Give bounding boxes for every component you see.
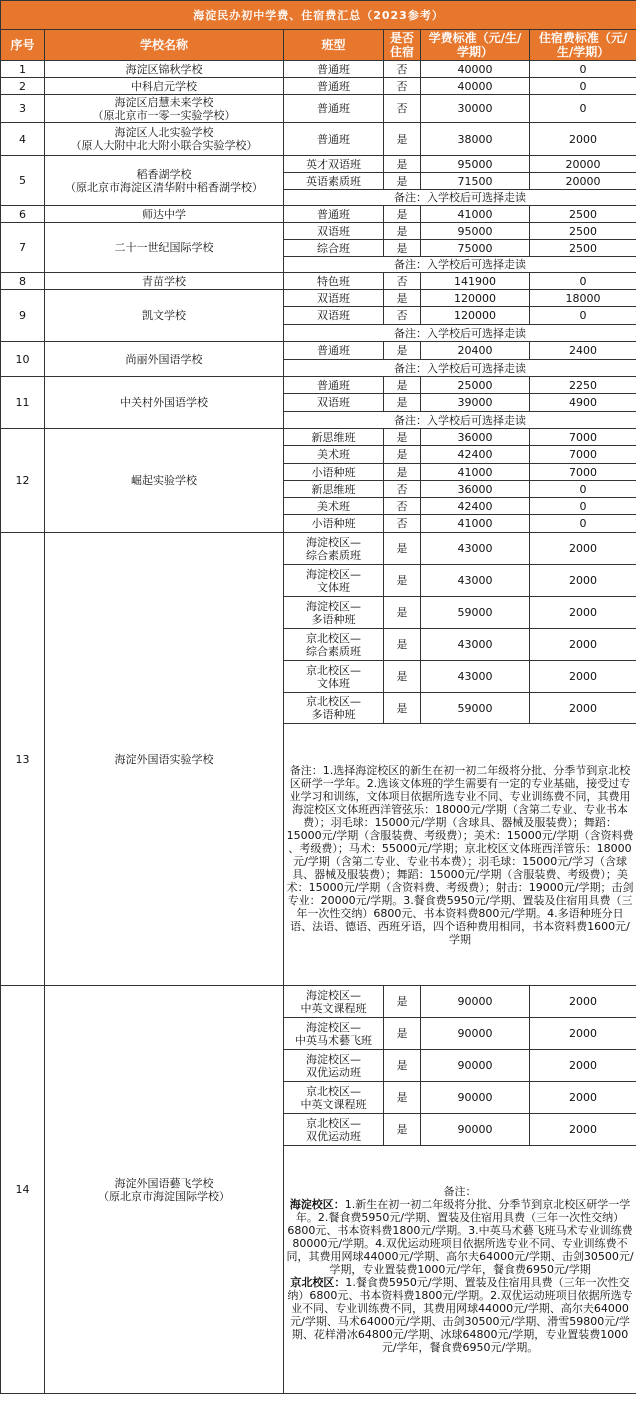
row-number: 3 [1,95,45,123]
school-name: 尚丽外国语学校 [45,342,284,377]
boarding: 是 [384,206,421,223]
table-body [1,61,636,1394]
tuition: 40000 [421,78,530,95]
header-boarding: 是否住宿 [384,30,421,61]
tuition: 141900 [421,273,530,290]
walk-note: 备注：入学校后可选择走读 [284,325,636,342]
tuition: 71500 [421,173,530,190]
dorm-fee: 0 [530,61,636,78]
dorm-fee: 2500 [530,206,636,223]
class-type: 海淀校区— 文体班 [284,565,384,597]
class-type: 京北校区— 双优运动班 [284,1114,384,1146]
table-row [1,429,636,446]
dorm-fee: 2000 [530,123,636,156]
class-type: 新思维班 [284,481,384,498]
tuition: 59000 [421,693,530,724]
dorm-fee: 2000 [530,693,636,724]
dorm-fee: 2000 [530,1082,636,1114]
tuition: 90000 [421,1050,530,1082]
row-number: 6 [1,206,45,223]
dorm-fee: 2000 [530,1114,636,1146]
boarding: 是 [384,446,421,464]
school-name: 凯文学校 [45,290,284,342]
boarding: 是 [384,1114,421,1146]
tuition: 90000 [421,986,530,1018]
tuition: 59000 [421,597,530,629]
dorm-fee: 2000 [530,533,636,565]
dorm-fee: 20000 [530,173,636,190]
tuition: 38000 [421,123,530,156]
tuition: 43000 [421,565,530,597]
table-row [1,342,636,360]
header-class: 班型 [284,30,384,61]
boarding: 是 [384,123,421,156]
tuition: 36000 [421,429,530,446]
tuition: 25000 [421,377,530,394]
class-type: 海淀校区— 双优运动班 [284,1050,384,1082]
row-number: 14 [1,986,45,1394]
class-type: 双语班 [284,307,384,325]
boarding: 是 [384,533,421,565]
tuition: 30000 [421,95,530,123]
row-number: 4 [1,123,45,156]
row-number: 11 [1,377,45,429]
row-number: 7 [1,223,45,273]
class-type: 京北校区— 中英文课程班 [284,1082,384,1114]
school-name: 海淀区启慧未来学校 （原北京市一零一实验学校） [45,95,284,123]
boarding: 是 [384,1018,421,1050]
boarding: 否 [384,95,421,123]
dorm-fee: 0 [530,95,636,123]
school-name: 稻香湖学校 （原北京市海淀区清华附中稻香湖学校） [45,156,284,206]
dorm-fee: 18000 [530,290,636,307]
dorm-fee: 2250 [530,377,636,394]
boarding: 否 [384,498,421,515]
school-name: 海淀区锦秋学校 [45,61,284,78]
class-type: 小语种班 [284,464,384,481]
table-row [1,78,636,95]
dorm-fee: 2000 [530,1050,636,1082]
dorm-fee: 7000 [530,464,636,481]
dorm-fee: 2000 [530,597,636,629]
boarding: 是 [384,290,421,307]
class-type: 综合班 [284,240,384,257]
boarding: 否 [384,273,421,290]
school-name: 海淀外国语藝飞学校 （原北京市海淀国际学校） [45,986,284,1394]
dorm-fee: 2500 [530,223,636,240]
tuition: 90000 [421,1082,530,1114]
boarding: 是 [384,693,421,724]
tuition: 43000 [421,629,530,661]
table-row [1,273,636,290]
school-name: 二十一世纪国际学校 [45,223,284,273]
header-dorm-fee: 住宿费标准（元/生/学期） [530,30,636,61]
tuition: 41000 [421,206,530,223]
row-number: 13 [1,533,45,986]
walk-note: 备注：入学校后可选择走读 [284,257,636,273]
dorm-fee: 20000 [530,156,636,173]
class-type: 新思维班 [284,429,384,446]
tuition: 120000 [421,307,530,325]
boarding: 是 [384,661,421,693]
school-note [284,1146,636,1394]
table-row [1,61,636,78]
row-number: 5 [1,156,45,206]
class-type: 普通班 [284,342,384,360]
campus-text: 1.餐食费5950元/学期、置装及住宿用具费（三年一次性交纳）6800元、书本资料费1800元/学期。2.双优运动班项目依据所选专业不同、专业训练费不同，其费用网球44000元/学期、高尔夫64000元/学期、马术64000元/学期、击剑30500元/学期、滑雪59800元/学期、花样滑冰64800元/学期、冰球64800元/学期，专业置装费1000元/学年，餐食费6950元/学期。 [287,1276,633,1354]
class-type: 特色班 [284,273,384,290]
tuition: 36000 [421,481,530,498]
header-tuition: 学费标准（元/生/学期） [421,30,530,61]
dorm-fee: 2000 [530,986,636,1018]
campus-label: 京北校区： [290,1276,346,1289]
tuition: 39000 [421,394,530,412]
tuition: 42400 [421,498,530,515]
tuition: 95000 [421,223,530,240]
dorm-fee: 0 [530,481,636,498]
table-row [1,95,636,123]
class-type: 海淀校区— 中英文课程班 [284,986,384,1018]
boarding: 是 [384,597,421,629]
boarding: 是 [384,1082,421,1114]
table-row [1,377,636,394]
tuition: 20400 [421,342,530,360]
class-type: 英才双语班 [284,156,384,173]
class-type: 海淀校区— 多语种班 [284,597,384,629]
dorm-fee: 4900 [530,394,636,412]
row-number: 9 [1,290,45,342]
boarding: 是 [384,394,421,412]
boarding: 是 [384,429,421,446]
tuition: 95000 [421,156,530,173]
class-type: 京北校区— 综合素质班 [284,629,384,661]
school-name: 师达中学 [45,206,284,223]
header-no: 序号 [1,30,45,61]
tuition: 40000 [421,61,530,78]
boarding: 是 [384,223,421,240]
class-type: 双语班 [284,394,384,412]
class-type: 普通班 [284,377,384,394]
tuition: 90000 [421,1018,530,1050]
row-number: 2 [1,78,45,95]
note-heading: 备注： [443,1185,477,1198]
dorm-fee: 2000 [530,565,636,597]
tuition: 41000 [421,515,530,533]
tuition: 75000 [421,240,530,257]
boarding: 否 [384,307,421,325]
dorm-fee: 2000 [530,1018,636,1050]
table-row [1,123,636,156]
campus-label: 海淀校区： [289,1198,345,1211]
class-type: 普通班 [284,206,384,223]
school-note: 备注：1.选择海淀校区的新生在初一初二年级将分批、分季节到京北校区研学一学年。2.选该文体班的学生需要有一定的专业基础，接受过专业学习和训练，文体项目依据所选专业不同、专业训练费不同，其费用海淀校区文体班西洋管弦乐：18000元/学期（含第二专业、专业书本费）；羽毛球：15000元/学期（含球具、器械及服装费）；舞蹈：15000元/学期（含服装费、考级费）；美术：15000元/学期（含资料费 、考级费）；马术：55000元/学期；京北校区文体班西洋管乐：18000元/学期（含第二专业、专业书本费）；羽毛球：15000元/学习（含球具、器械及服装费）；舞蹈：15000元/学期（含服装费、考级费）；美术：15000元/学期（含资料费、考级费）；射击：19000元/学期；击剑专业：20000元/学期。3.餐食费5950元/学期、置装及住宿用具费（三年一次性交纳）6800元、书本资料费800元/学期。4.多语种班分日语、法语、德语、西班牙语，四个语种费用相同，书本资料费1600元/学期 [284,724,636,986]
table-row [1,206,636,223]
class-type: 小语种班 [284,515,384,533]
school-name: 青苗学校 [45,273,284,290]
boarding: 是 [384,1050,421,1082]
tuition: 43000 [421,533,530,565]
dorm-fee: 0 [530,273,636,290]
class-type: 普通班 [284,78,384,95]
row-number: 10 [1,342,45,377]
boarding: 是 [384,377,421,394]
note-campus-a [286,1198,634,1276]
dorm-fee: 0 [530,78,636,95]
boarding: 是 [384,986,421,1018]
boarding: 是 [384,629,421,661]
header-row [1,30,636,61]
school-name: 中科启元学校 [45,78,284,95]
dorm-fee: 2500 [530,240,636,257]
class-type: 美术班 [284,446,384,464]
row-number: 1 [1,61,45,78]
school-name: 中关村外国语学校 [45,377,284,429]
dorm-fee: 2400 [530,342,636,360]
school-name: 海淀外国语实验学校 [45,533,284,986]
boarding: 是 [384,173,421,190]
class-type: 双语班 [284,290,384,307]
dorm-fee: 2000 [530,661,636,693]
dorm-fee: 0 [530,307,636,325]
boarding: 是 [384,156,421,173]
class-type: 京北校区— 文体班 [284,661,384,693]
class-type: 美术班 [284,498,384,515]
table-title: 海淀民办初中学费、住宿费汇总（2023参考） [1,1,636,30]
table-row [1,156,636,173]
table-row [1,986,636,1018]
boarding: 是 [384,240,421,257]
walk-note: 备注：入学校后可选择走读 [284,360,636,377]
tuition: 43000 [421,661,530,693]
tuition: 120000 [421,290,530,307]
dorm-fee: 0 [530,515,636,533]
boarding: 否 [384,61,421,78]
walk-note: 备注：入学校后可选择走读 [284,190,636,206]
boarding: 是 [384,464,421,481]
walk-note: 备注：入学校后可选择走读 [284,412,636,429]
boarding: 否 [384,481,421,498]
row-number: 8 [1,273,45,290]
tuition: 41000 [421,464,530,481]
class-type: 双语班 [284,223,384,240]
class-type: 京北校区— 多语种班 [284,693,384,724]
tuition: 90000 [421,1114,530,1146]
class-type: 海淀校区— 中英马术藝飞班 [284,1018,384,1050]
school-name: 海淀区人北实验学校 （原人大附中北大附小联合实验学校） [45,123,284,156]
dorm-fee: 2000 [530,629,636,661]
class-type: 英语素质班 [284,173,384,190]
class-type: 普通班 [284,95,384,123]
boarding: 否 [384,515,421,533]
note-campus-b [286,1276,634,1354]
table-row [1,290,636,307]
boarding: 是 [384,565,421,597]
campus-text: 1.新生在初一初二年级将分批、分季节到京北校区研学一学年。2.餐食费5950元/学期、置装及住宿用具费（三年一次性交纳）6800元、书本资料费1800元/学期。3.中英马术藝飞班马术专业训练费80000元/学期。4.双优运动班项目依据所选专业不同、专业训练费不同，其费用网球44000元/学期、高尔夫64000元/学期、击剑30500元/学期，专业置装费1000元/学年，餐食费6950元/学期 [286,1198,634,1276]
dorm-fee: 7000 [530,429,636,446]
class-type: 海淀校区— 综合素质班 [284,533,384,565]
class-type: 普通班 [284,61,384,78]
boarding: 否 [384,78,421,95]
boarding: 是 [384,342,421,360]
class-type: 普通班 [284,123,384,156]
school-name: 崛起实验学校 [45,429,284,533]
dorm-fee: 0 [530,498,636,515]
dorm-fee: 7000 [530,446,636,464]
tuition: 42400 [421,446,530,464]
table-row [1,533,636,565]
header-school: 学校名称 [45,30,284,61]
row-number: 12 [1,429,45,533]
table-row [1,223,636,240]
